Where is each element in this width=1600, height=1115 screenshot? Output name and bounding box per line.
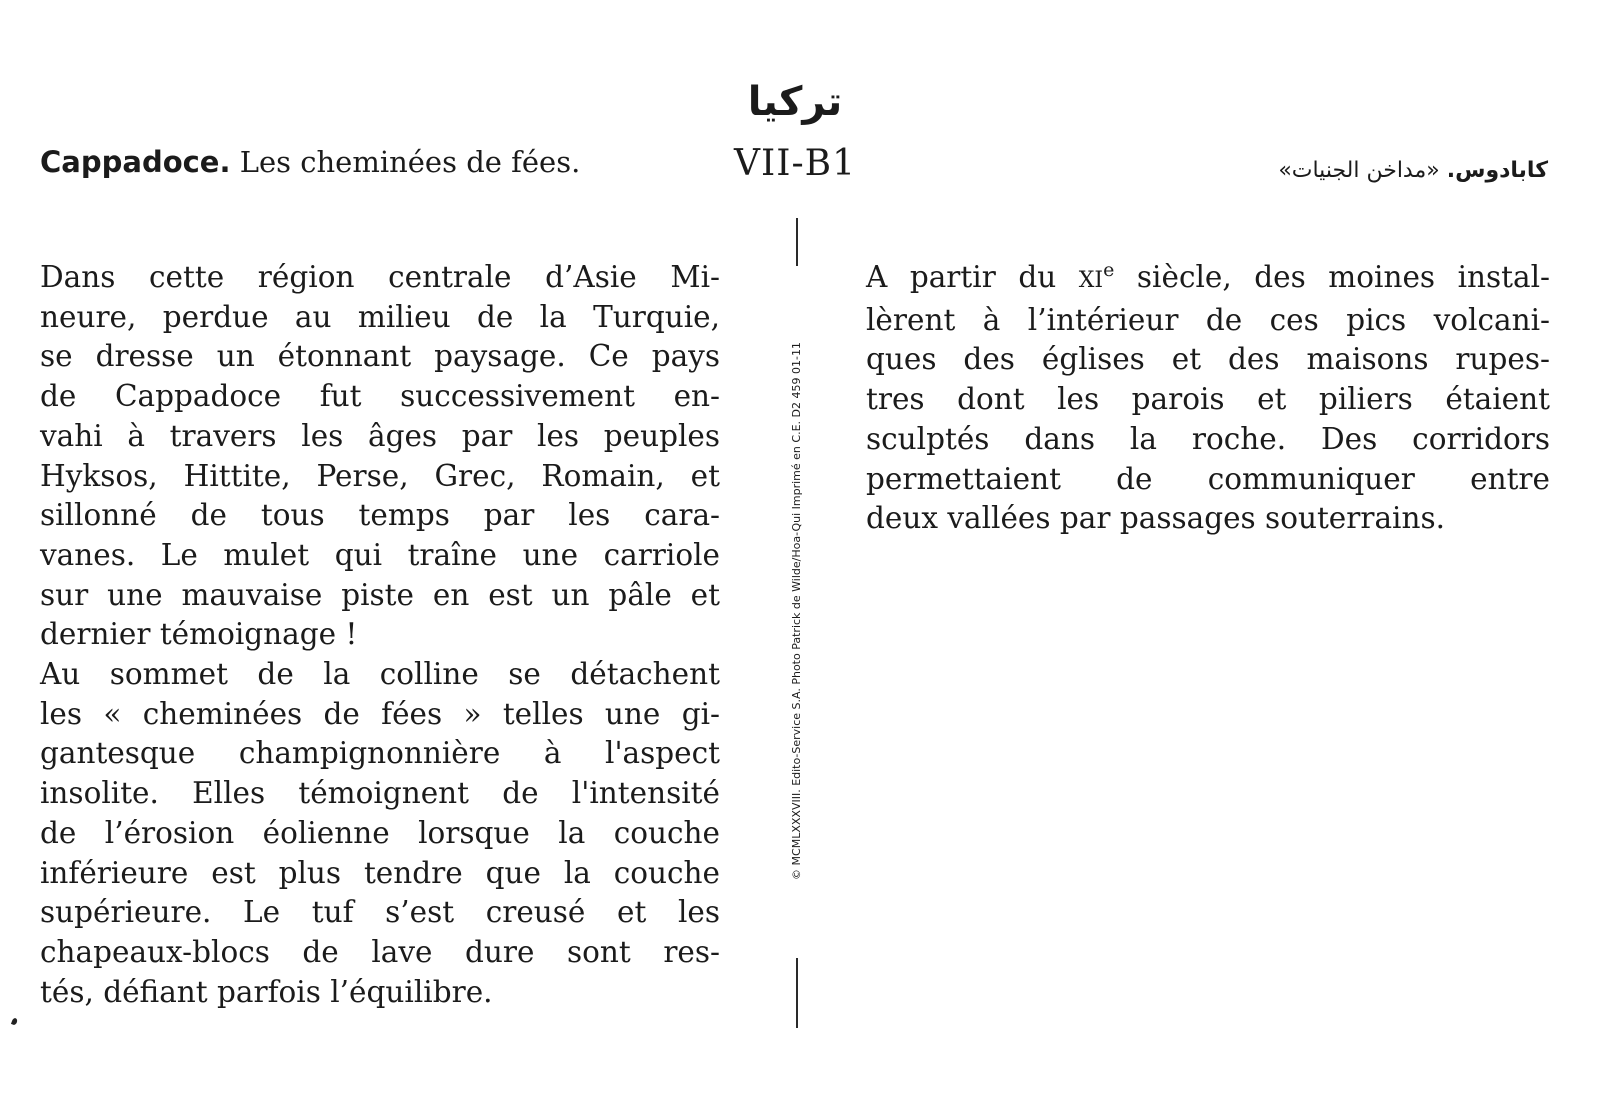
text-line: supérieure. Le tuf s’est creusé et les (40, 895, 720, 930)
text-line: tres dont les parois et piliers étaient (866, 382, 1550, 417)
text-line: inférieure est plus tendre que la couche (40, 855, 720, 890)
text-line: deux vallées par passages souterrains. (866, 501, 1446, 536)
text-line: ques des églises et des maisons rupes- (866, 342, 1550, 377)
ink-speck (11, 1017, 18, 1025)
text-line: sur une mauvaise piste en est un pâle et (40, 577, 720, 612)
title-french-place: Cappadoce. (40, 145, 231, 179)
text-line: Au sommet de la colline se détachent (40, 657, 720, 692)
country-arabic-heading: تركيا (747, 79, 843, 125)
reference-code: VII-B1 (734, 143, 856, 184)
text-line: vahi à travers les âges par les peuples (40, 418, 720, 453)
title-french-subject: Les cheminées de fées. (239, 145, 581, 179)
text-line: sillonné de tous temps par les cara- (40, 498, 720, 533)
text-line: Dans cette région centrale d’Asie Mi- (40, 260, 720, 294)
right-column-text (866, 258, 1550, 539)
text-line: les « cheminées de fées » telles une gi- (40, 696, 720, 731)
text-line: se dresse un étonnant paysage. Ce pays (40, 339, 720, 374)
text-line: neure, perdue au milieu de la Turquie, (40, 299, 720, 334)
text-line: de l’érosion éolienne lorsque la couche (40, 815, 720, 850)
text-line: dernier témoignage ! (40, 617, 358, 652)
title-arabic-place: كابادوس. (1446, 158, 1548, 183)
text-line: vanes. Le mulet qui traîne une carriole (40, 537, 720, 572)
text-line: sculptés dans la roche. Des corridors (866, 421, 1550, 456)
text-line: tés, défiant parfois l’équilibre. (40, 974, 493, 1009)
title-french (40, 145, 581, 179)
divider-rule-top (796, 218, 798, 266)
title-arabic (1278, 160, 1548, 182)
text-line-first (866, 258, 1550, 301)
text-line: chapeaux-blocs de lave dure sont res- (40, 934, 720, 969)
text-line: gantesque champignonnière à l'aspect (40, 736, 720, 771)
first-line-start: A partir du (866, 260, 1079, 294)
text-line: Hyksos, Hittite, Perse, Grec, Romain, et (40, 458, 720, 493)
text-line: lèrent à l’intérieur de ces pics volcani- (866, 302, 1550, 337)
century-numeral: XI (1078, 268, 1104, 293)
left-column-text (40, 258, 720, 1012)
first-line-end: siècle, des moines instal- (1114, 260, 1550, 294)
credit-line: © MCMLXXXVIII. Edito-Service S.A. Photo Patrick de Wilde/Hoa-Qui Imprimé en C.E. D2 459 01-11 (790, 342, 803, 880)
title-arabic-subject: «مداخن الجنيات» (1278, 158, 1440, 183)
text-line: de Cappadoce fut successivement en- (40, 379, 720, 414)
divider-rule-bottom (796, 958, 798, 1028)
text-line: insolite. Elles témoignent de l'intensité (40, 776, 720, 811)
century-superscript: e (1103, 259, 1115, 282)
text-line: permettaient de communiquer entre (866, 461, 1550, 496)
